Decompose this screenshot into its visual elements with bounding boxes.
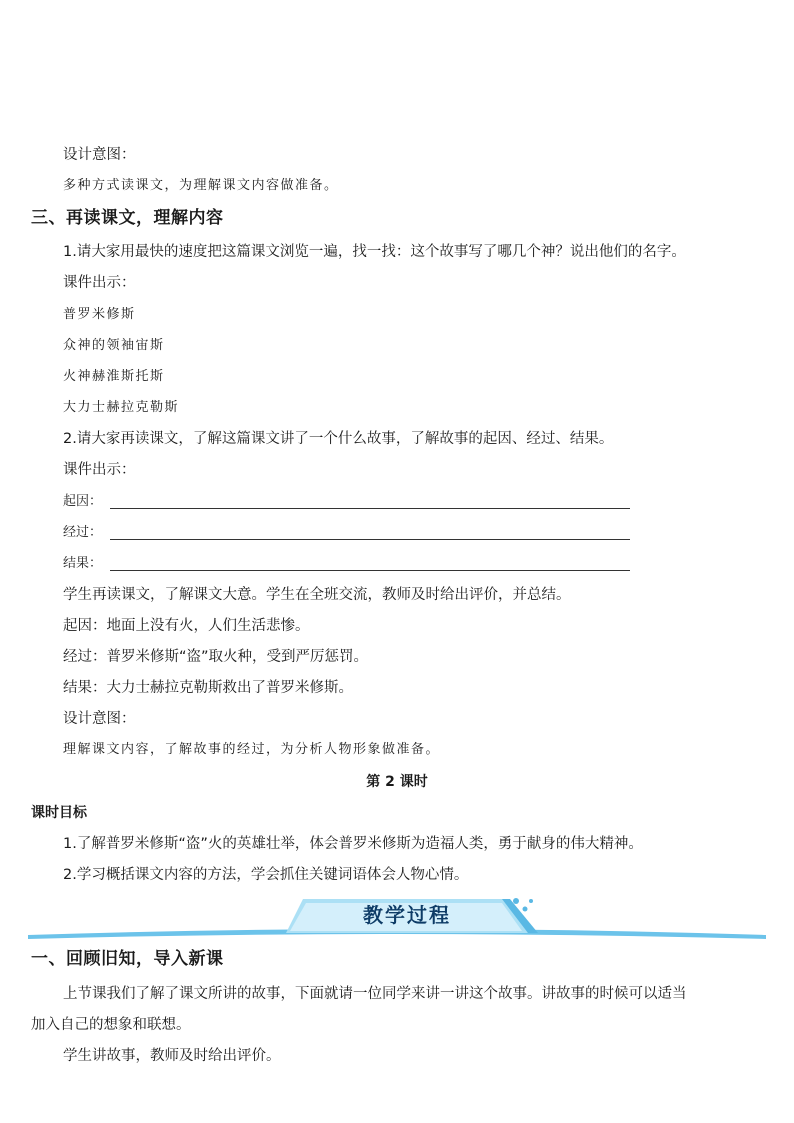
banner-label: 教学过程 xyxy=(363,903,451,927)
paragraph: 学生讲故事，教师及时给出评价。 xyxy=(63,1048,281,1064)
design-intent-label: 设计意图： xyxy=(63,147,136,163)
question-2: 2.请大家再读课文，了解这篇课文讲了一个什么故事，了解故事的起因、经过、结果。 xyxy=(63,431,614,447)
blank-line xyxy=(110,508,630,509)
courseware-label: 课件出示： xyxy=(63,462,136,478)
goal-item: 1.了解普罗米修斯“盗”火的英雄壮举，体会普罗米修斯为造福人类，勇于献身的伟大精神。 xyxy=(63,836,643,852)
god-name: 众神的领袖宙斯 xyxy=(63,338,165,353)
courseware-label: 课件出示： xyxy=(63,275,136,291)
story-process: 经过：普罗米修斯“盗”取火种，受到严厉惩罚。 xyxy=(63,649,369,665)
god-name: 火神赫淮斯托斯 xyxy=(63,369,165,384)
design-intent-text: 理解课文内容，了解故事的经过，为分析人物形象做准备。 xyxy=(63,742,441,757)
blank-label-result: 结果： xyxy=(63,556,103,571)
section-heading-1: 一、回顾旧知，导入新课 xyxy=(31,949,224,969)
story-cause: 起因：地面上没有火，人们生活悲惨。 xyxy=(63,618,310,634)
story-result: 结果：大力士赫拉克勒斯救出了普罗米修斯。 xyxy=(63,680,353,696)
section-banner xyxy=(28,893,766,941)
paragraph-line: 上节课我们了解了课文所讲的故事，下面就请一位同学来讲一讲这个故事。讲故事的时候可以适当 xyxy=(63,986,687,1002)
blank-line xyxy=(110,570,630,571)
god-name: 普罗米修斯 xyxy=(63,307,136,322)
lesson-title: 第 2 课时 xyxy=(366,774,428,790)
blank-label-process: 经过： xyxy=(63,525,103,540)
goals-heading: 课时目标 xyxy=(31,805,87,821)
paragraph-line: 加入自己的想象和联想。 xyxy=(31,1017,191,1033)
design-intent-label: 设计意图： xyxy=(63,711,136,727)
question-1: 1.请大家用最快的速度把这篇课文浏览一遍，找一找：这个故事写了哪几个神？说出他们的名字。 xyxy=(63,244,686,260)
blank-line xyxy=(110,539,630,540)
god-name: 大力士赫拉克勒斯 xyxy=(63,400,180,415)
goal-item: 2.学习概括课文内容的方法，学会抓住关键词语体会人物心情。 xyxy=(63,867,469,883)
design-intent-text: 多种方式读课文，为理解课文内容做准备。 xyxy=(63,178,339,193)
blank-label-cause: 起因： xyxy=(63,494,103,509)
section-heading-3: 三、再读课文，理解内容 xyxy=(31,208,224,228)
student-activity: 学生再读课文，了解课文大意。学生在全班交流，教师及时给出评价，并总结。 xyxy=(63,587,571,603)
